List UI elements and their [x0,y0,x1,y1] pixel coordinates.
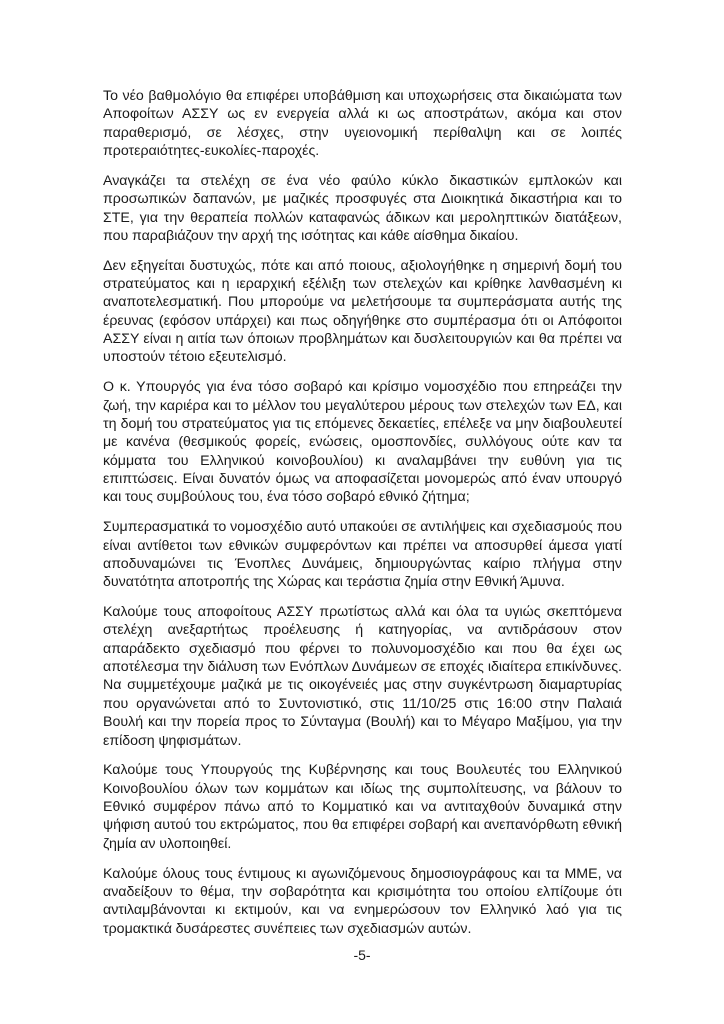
paragraph-call-graduates: Καλούμε τους αποφοίτους ΑΣΣΥ πρωτίστως αλλά και όλα τα υγιώς σκεπτόμενα στελέχη ανεξαρτήτως προέλευσης ή κατηγορίας, να αντιδράσουν στον απαράδεκτο σχεδιασμό που φέρνει το πολυνομοσχέδιο και που θα έχει ως αποτέλεσμα την διάλυση των Ενόπλων Δυνάμεων σε εποχές ιδιαίτερα επικίνδυνες. Να συμμετέχουμε μαζικά με τις οικογένειές μας στην συγκέντρωση διαμαρτυρίας που οργανώνεται από το Συντονιστικό, στις 11/10/25 στις 16:00 στην Παλαιά Βουλή και την πορεία προς το Σύνταγμα (Βουλή) και το Μέγαρο Μαξίμου, για την επίδοση ψηφισμάτων. [103,604,622,749]
paragraph-conclusion: Συμπερασματικά το νομοσχέδιο αυτό υπακούει σε αντιλήψεις και σχεδιασμούς που είναι αντίθετοι των εθνικών συμφερόντων και πρέπει να αποσυρθεί άμεσα γιατί αποδυναμώνει τις Ένοπλες Δυνάμεις, δημιουργώντας καίριο πλήγμα στην δυνατότητα αποτροπής της Χώρας και τεράστια ζημία στην Εθνική Άμυνα. [103,519,622,591]
paragraph-call-ministers: Καλούμε τους Υπουργούς της Κυβέρνησης και τους Βουλευτές του Ελληνικού Κοινοβουλίου όλων των κομμάτων και ιδίως της συμπολίτευσης, να βάλουν το Εθνικό συμφέρον πάνω από το Κομματικό και να αντιταχθούν δυναμικά στην ψήφιση αυτού του εκτρώματος, που θα επιφέρει σοβαρή και ανεπανόρθωτη εθνική ζημία αν υλοποιηθεί. [103,762,622,852]
paragraph-grading-rights: Το νέο βαθμολόγιο θα επιφέρει υποβάθμιση και υποχωρήσεις στα δικαιώματα των Αποφοίτων ΑΣΣΥ ως εν ενεργεία αλλά κι ως αποστράτων, ακόμα και στον παραθερισμό, σε λέσχες, στην υγειονομική περίθαλψη και σε λοιπές προτεραιότητες-ευκολίες-παροχές. [103,88,622,160]
paragraph-evaluation-question: Δεν εξηγείται δυστυχώς, πότε και από ποιους, αξιολογήθηκε η σημερινή δομή του στρατεύματος και η ιεραρχική εξέλιξη των στελεχών και κρίθηκε λανθασμένη κι αναποτελεσματική. Που μπορούμε να μελετήσουμε τα συμπεράσματα αυτής της έρευνας (εφόσον υπάρχει) και πως οδηγήθηκε στο συμπέρασμα ότι οι Απόφοιτοι ΑΣΣΥ είναι η αιτία των όποιων προβλημάτων και δυσλειτουργιών και θα πρέπει να υποστούν τέτοιο εξευτελισμό. [103,257,622,366]
paragraph-call-journalists: Καλούμε όλους τους έντιμους κι αγωνιζόμενους δημοσιογράφους και τα ΜΜΕ, να αναδείξουν το θέμα, την σοβαρότητα και κρισιμότητα του οποίου ελπίζουμε ότι αντιλαμβάνονται κι εκτιμούν, και να ενημερώσουν τον Ελληνικό λαό για τις τρομακτικά δυσάρεστες συνέπειες των σχεδιασμών αυτών. [103,865,622,937]
paragraph-minister-consultation: Ο κ. Υπουργός για ένα τόσο σοβαρό και κρίσιμο νομοσχέδιο που επηρεάζει την ζωή, την καριέρα και το μέλλον του μεγαλύτερου μέρους των στελεχών των ΕΔ, και τη δομή του στρατεύματος για τις επόμενες δεκαετίες, επέλεξε να μην διαβουλευτεί με κανένα (θεσμικούς φορείς, ενώσεις, ομοσπονδίες, συλλόγους ούτε καν τα κόμματα του Ελληνικού κοινοβουλίου) κι αναλαμβάνει την ευθύνη για τις επιπτώσεις. Είναι δυνατόν όμως να αποφασίζεται μονομερώς από έναν υπουργό και τους συμβούλους του, ένα τόσο σοβαρό εθνικό ζήτημα; [103,379,622,506]
paragraph-legal-entanglements: Αναγκάζει τα στελέχη σε ένα νέο φαύλο κύκλο δικαστικών εμπλοκών και προσωπικών δαπανών, με μαζικές προσφυγές στα Διοικητικά δικαστήρια και το ΣΤΕ, για την θεραπεία πολλών καταφανώς άδικων και μεροληπτικών διατάξεων, που παραβιάζουν την αρχή της ισότητας και κάθε αίσθημα δικαίου. [103,172,622,244]
page-number: -5- [353,947,371,963]
document-body [103,87,622,949]
